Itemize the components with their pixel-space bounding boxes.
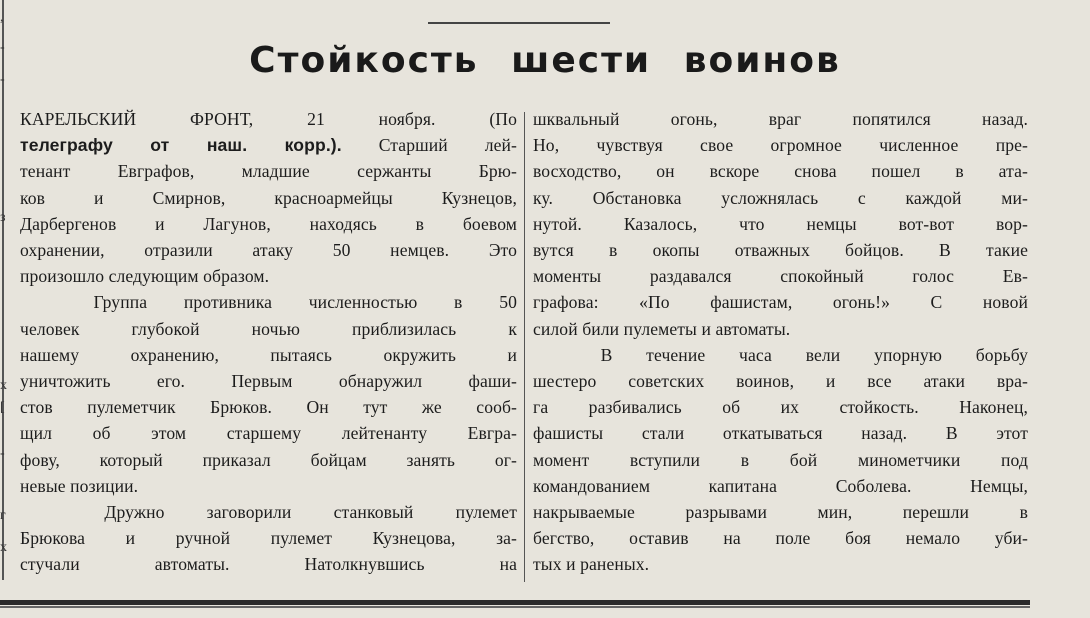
text-line-content: охранении, отразили атаку 50 немцев. Это bbox=[20, 240, 517, 261]
text-line-content: произошло следующим образом. bbox=[20, 266, 270, 287]
text-line bbox=[20, 368, 517, 394]
margin-mark: х bbox=[0, 378, 7, 393]
text-line-content: Старший лей- bbox=[341, 135, 517, 156]
text-line-content: шквальный огонь, враг попятился назад. bbox=[533, 109, 1028, 129]
text-line-content: вутся в окопы отважных бойцов. В такие bbox=[533, 240, 1028, 261]
text-line bbox=[533, 551, 1028, 577]
text-line-content: щил об этом старшему лейтенанту Евгра- bbox=[20, 423, 517, 444]
text-line-content: ку. Обстановка усложнялась с каждой ми- bbox=[533, 187, 1028, 208]
text-line-content: силой били пулеметы и автоматы. bbox=[533, 318, 791, 339]
text-line-content: Группа противника численностью в 50 bbox=[20, 292, 517, 313]
text-line bbox=[20, 263, 517, 289]
text-line bbox=[20, 420, 517, 446]
text-line bbox=[20, 499, 517, 525]
text-line-content: нашему охранению, пытаясь окружить и bbox=[20, 344, 517, 365]
margin-mark: - bbox=[0, 40, 5, 55]
text-line bbox=[20, 158, 517, 184]
margin-mark: , bbox=[0, 10, 4, 25]
text-line bbox=[533, 132, 1028, 158]
text-line-content: тых и раненых. bbox=[533, 554, 650, 575]
bottom-border-rule-thin bbox=[0, 606, 1030, 608]
bottom-border-rule bbox=[0, 600, 1030, 605]
header-divider-line bbox=[428, 22, 610, 24]
text-line bbox=[20, 394, 517, 420]
text-line-content: Но, чувствуя свое огромное численное пре- bbox=[533, 135, 1028, 156]
article-column-right bbox=[533, 106, 1028, 578]
article-title: Стойкость шести воинов bbox=[249, 40, 841, 81]
text-line-content: га разбивались об их стойкость. Наконец, bbox=[533, 397, 1028, 418]
column-divider bbox=[524, 112, 525, 582]
text-line bbox=[20, 342, 517, 368]
text-line bbox=[20, 211, 517, 237]
text-line-content: человек глубокой ночью приблизилась к bbox=[20, 318, 517, 339]
text-line-content: стов пулеметчик Брюков. Он тут же сооб- bbox=[20, 397, 517, 418]
text-line bbox=[20, 132, 517, 158]
text-line-content: стучали автоматы. Натолкнувшись на bbox=[20, 554, 517, 575]
text-line bbox=[533, 394, 1028, 420]
text-line bbox=[533, 158, 1028, 184]
text-line bbox=[533, 473, 1028, 499]
margin-mark: г bbox=[0, 508, 6, 523]
text-line bbox=[20, 525, 517, 551]
margin-mark: [ bbox=[0, 400, 5, 415]
text-line-content: бегство, оставив на поле боя немало уби- bbox=[533, 528, 1028, 549]
text-line-content: тенант Евграфов, младшие сержанты Брю- bbox=[20, 161, 517, 182]
text-line bbox=[20, 447, 517, 473]
text-line-content: командованием капитана Соболева. Немцы, bbox=[533, 475, 1028, 496]
margin-mark: - bbox=[0, 72, 5, 87]
text-line bbox=[533, 263, 1028, 289]
text-line-content: шестеро советских воинов, и все атаки вра- bbox=[533, 371, 1028, 392]
text-line-content: Дружно заговорили станковый пулемет bbox=[20, 502, 517, 523]
text-line-content: восходство, он вскоре снова пошел в ата- bbox=[533, 161, 1028, 182]
text-line bbox=[533, 185, 1028, 211]
text-line bbox=[20, 289, 517, 315]
text-line-content: графова: «По фашистам, огонь!» С новой bbox=[533, 292, 1028, 313]
text-line-content: нутой. Казалось, что немцы вот-вот вор- bbox=[533, 213, 1028, 234]
dateline-bold: телеграфу от наш. корр.). bbox=[20, 135, 342, 156]
text-line-content: фову, который приказал бойцам занять ог- bbox=[20, 449, 517, 470]
text-line bbox=[533, 237, 1028, 263]
text-line bbox=[20, 106, 517, 132]
text-line-content: момент вступили в бой минометчики под bbox=[533, 449, 1028, 470]
text-line bbox=[533, 420, 1028, 446]
text-line bbox=[533, 211, 1028, 237]
text-line bbox=[20, 551, 517, 577]
text-line bbox=[533, 447, 1028, 473]
text-line-content: невые позиции. bbox=[20, 475, 139, 496]
margin-mark: з bbox=[0, 210, 6, 225]
text-line-content: Брюкова и ручной пулемет Кузнецова, за- bbox=[20, 528, 517, 549]
text-line-content: КАРЕЛЬСКИЙ ФРОНТ, 21 ноября. (По bbox=[20, 109, 517, 129]
text-line-content: уничтожить его. Первым обнаружил фаши- bbox=[20, 371, 517, 392]
text-line-content: моменты раздавался спокойный голос Ев- bbox=[533, 266, 1028, 287]
margin-mark: х bbox=[0, 540, 7, 555]
text-line bbox=[533, 368, 1028, 394]
text-line bbox=[20, 316, 517, 342]
margin-mark: - bbox=[0, 446, 5, 461]
text-line-content: ков и Смирнов, красноармейцы Кузнецов, bbox=[20, 187, 517, 208]
text-line bbox=[533, 499, 1028, 525]
text-line bbox=[20, 237, 517, 263]
text-line bbox=[20, 473, 517, 499]
text-line bbox=[533, 106, 1028, 132]
text-line-content: накрываемые разрывами мин, перешли в bbox=[533, 502, 1028, 523]
article-column-left bbox=[20, 106, 517, 578]
text-line bbox=[533, 289, 1028, 315]
text-line-content: Дарбергенов и Лагунов, находясь в боевом bbox=[20, 213, 517, 234]
cut-off-header-text bbox=[250, 0, 890, 11]
text-line bbox=[533, 342, 1028, 368]
text-line-content: В течение часа вели упорную борьбу bbox=[533, 344, 1028, 365]
text-line bbox=[533, 316, 1028, 342]
text-line bbox=[533, 525, 1028, 551]
text-line-content: фашисты стали откатываться назад. В этот bbox=[533, 423, 1028, 444]
text-line bbox=[20, 185, 517, 211]
